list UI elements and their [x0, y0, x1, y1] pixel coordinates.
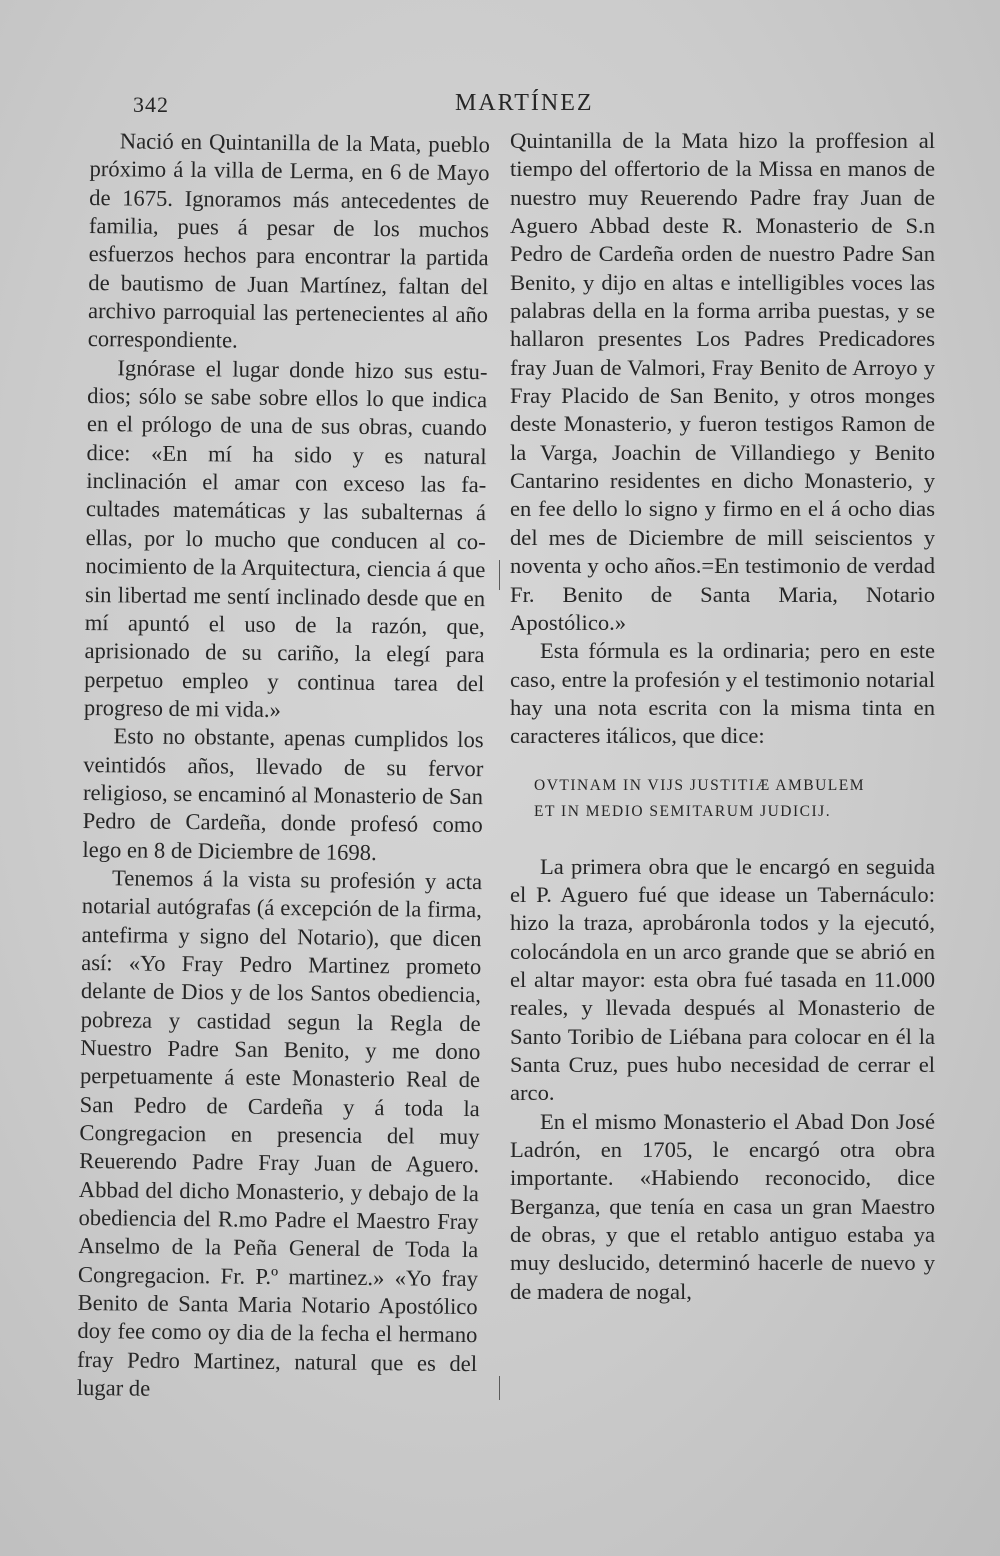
column-divider: [499, 560, 500, 590]
page-number: 342: [133, 92, 169, 117]
running-title: MARTÍNEZ: [455, 90, 594, 116]
page-header: [0, 84, 1000, 124]
latin-motto: [510, 773, 935, 825]
paragraph-notarial-act-continued: Quintanilla de la Mata hizo la proffesion al tiempo del offertorio de la Missa en manos de nuestro muy Reuerendo Padre fray Juan de Aguero Abbad deste R. Monasterio de S.n Pedro de Cardeña orden de nuestro Padre San Benito, y dijo en altas e intelligibles voces las palabras della en la forma arriba puestas, y se hallaron presentes Los Padres Predicadores fray Juan de Valmori, Fray Benito de Arroyo y Fray Placido de San Benito, y otros monges deste Monasterio, y fueron testigos Ramon de la Varga, Joachin de Villandiego y Benito Cantarino residentes en dicho Monasterio, y en fee dello lo signo y firmo en el á ocho dias del mes de Diciembre de mill seiscientos y noventa y ocho años.=En testimonio de verdad Fr. Benito de Santa Maria, Notario Apostólico.»: [510, 128, 935, 635]
paragraph-tabernacle: La primera obra que le encargó en seguida el P. Aguero fué que idease un Tabernáculo: hizo la traza, aprobáronla todos y la ejecutó, colocándola en un arco grande que se abrió en el altar mayor: esta obra fué tasada en 11.000 reales, y llevada después al Monasterio de Santo Toribio de Liébana para colocar en él la Santa Cruz, pues hubo necesidad de cerrar el arco.: [510, 853, 935, 1106]
paragraph-birth: Nació en Quintanilla de la Mata, pueblo próximo á la villa de Lerma, en 6 de Mayo de 1675. Ignoramos más antecedentes de familia, pues á pesar de los muchos esfuerzos hechos para encontrar la partida de bautismo de Juan Martínez, faltan del archivo parroquial las pertenecientes al año correspondiente.: [87, 128, 490, 353]
paragraph-formula-note: Esta fórmula es la ordinaria; pero en este caso, entre la profesión y el testimonio notarial hay una nota escrita con la misma tinta en caracteres itálicos, que dice:: [510, 638, 935, 749]
left-column: [77, 127, 490, 1407]
right-column: [510, 127, 935, 1306]
motto-line: ET IN MEDIO SEMITARUM JUDICIJ.: [534, 802, 832, 820]
motto-line: OVTINAM IN VIJS JUSTITIÆ AMBULEM: [534, 776, 866, 794]
paragraph-notarial-act: Tenemos á la vista su profesión y acta notarial autógrafas (á excepción de la firma, antefirma y signo del Notario), que dicen así: «Yo Fray Pedro Martinez prometo delante de Dios y de los Santos obediencia, pobreza y castidad segun la Regla de Nuestro Padre San Benito, y me dono perpetuamente á este Monasterio Real de San Pedro de Cardeña y á toda la Congregacion en presencia del muy Reuerendo Padre Fray Juan de Aguero. Abbad del dicho Monasterio, y debajo de la obediencia del R.mo Padre el Maestro Fray Anselmo de la Peña General de Toda la Congregacion. Fr. P.º martinez.» «Yo fray Benito de Santa Maria Notario Apostólico doy fee como oy dia de la fecha el hermano fray Pedro Martinez, natural que es del lugar de: [76, 865, 483, 1401]
column-divider: [499, 1376, 500, 1400]
paragraph-retable: En el mismo Monasterio el Abad Don José Ladrón, en 1705, le encargó otra obra importante. «Habiendo reconocido, dice Berganza, que tenía en casa un gran Maestro de obras, y que el retablo antiguo estaba ya muy deslucido, determinó hacerle de nuevo y de madera de nogal,: [510, 1108, 935, 1304]
paragraph-profession: Esto no obstante, apenas cumplidos los veintidós años, llevado de su fervor religioso, se encaminó al Monasterio de San Pedro de Cardeña, donde profesó como lego en 8 de Diciembre de 1698.: [82, 723, 484, 865]
paragraph-studies: Ignórase el lugar donde hizo sus estudios; sólo se sabe sobre ellos lo que indica en el prólogo de una de sus obras, cuando dice: «En mí ha sido y es natural inclinación el amar con exceso las facultades matemáticas y las subalternas á ellas, por lo mucho que conducen al conocimiento de la Arquitectura, ciencia á que sin libertad me sentí inclinado desde que en mí apuntó el uso de la razón, que, aprisionado de su cariño, la elegí para perpetuo empleo y continua tarea del progreso de mi vida.»: [83, 355, 488, 722]
